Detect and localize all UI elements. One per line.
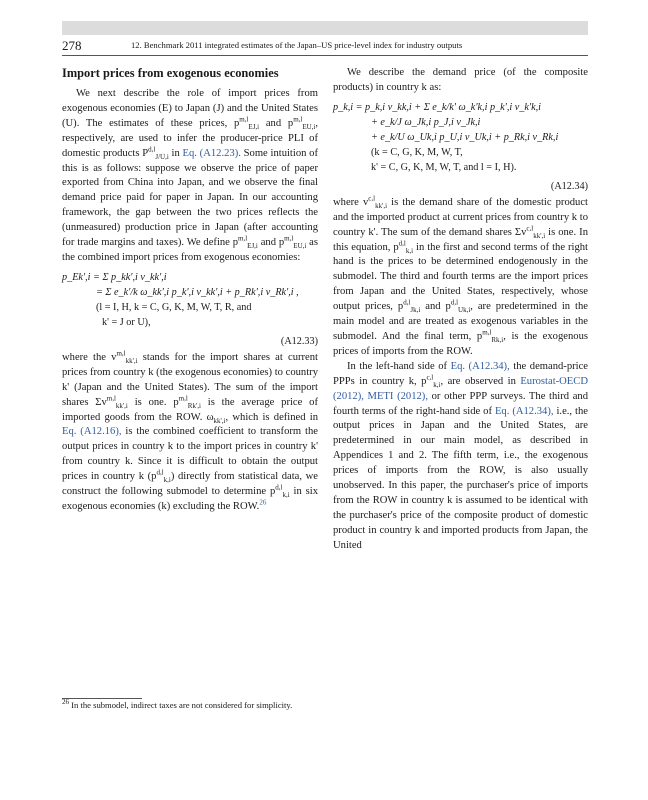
eq-a12-34-link[interactable]: Eq. (A12.34), xyxy=(450,360,510,372)
header-rule xyxy=(62,55,588,56)
left-column xyxy=(62,66,318,515)
eq-line: + e_k/U ω_Uk,i p_U,i v_Uk,i + p_Rk,i v_Rk,i xyxy=(371,131,559,143)
section-heading: Import prices from exogenous economies xyxy=(62,66,279,80)
footnote-number: 26 xyxy=(62,698,69,707)
footnote-rule xyxy=(62,698,142,699)
right-paragraph-3: In the left-hand side of Eq. (A12.34), the demand-price PPPs in country k, $p^{c,l}_{k,i}$, are observed in Eurostat-OECD (2012), METI (2012), or other PPP surveys. The third and fourth terms of the right-hand side of Eq. (A12.34), i.e., the output prices in Japan and the United States, are predetermined in our main model, as described in Appendices 1 and 2. The fifth term, i.e., the exogenous prices of imports from the ROW, is also usually unobserved. In this paper, the purchaser's price of imports from the ROW in country k is assumed to be identical with the purchaser's price of the composite product of domestic product in country k and imported products from Japan, the United xyxy=(333,360,589,551)
eq-line: + e_k/J ω_Jk,i p_J,i v_Jk,i xyxy=(371,116,481,128)
equation-tag: (A12.34) xyxy=(550,180,588,192)
eq-line: (l = I, H, k = C, G, K, M, W, T, R, and xyxy=(96,301,252,313)
equation-a12-33 xyxy=(62,270,318,349)
eq-a12-16-link[interactable]: Eq. (A12.16), xyxy=(62,426,122,438)
citation-link[interactable]: Eurostat-OECD (2012), METI (2012), xyxy=(333,375,588,402)
left-paragraph-1: We next describe the role of import prices from exogenous economies (E) to Japan (J) and the United States (U). The estimates of these prices, $p^{m,l}_{EJ,i}$ and $p^{m,l}_{EU,i}$, respectively, are used to infer the producer-price PLI of domestic products P$^{d,l}_{J/U,i}$ in Eq. (A12.23). Some intuition of this is as follows: suppose we observe the price of paper exported from China into Japan, and we observe the final demand price paid for paper in Japan. In our accounting framework, the gap between the two prices reflects the (unmeasured) production price in Japan (after accounting for trade margins and taxes). We define $p^{m,l}_{EJ,i}$ and $p^{m,l}_{EU,i}$ as the combined import prices from exogenous economies: xyxy=(62,88,319,263)
eq-line: (k = C, G, K, M, W, T, xyxy=(371,146,463,158)
footnote xyxy=(62,700,292,710)
right-paragraph-2: where $v^{c,l}_{kk',i}$ is the demand share of the domestic product and the imported product at current prices from country k to country k'. The sum of the demand shares Σv$^{c,l}_{kk',i}$ is one. In this equation, $p^{d,l}_{k,i}$ in the first and second terms of the right hand is the prices to be determined endogenously in the submodel. The third and fourth terms are the import prices from Japan and the United States, respectively, whose output prices, $p^{d,l}_{Jk,i}$ and $p^{d,l}_{Uk,i}$, are predetermined in the main model and are treated as exogenous variables in the submodel. And the final term, $p^{m,l}_{Rk,i}$, is the exogenous prices of imports from the ROW. xyxy=(333,194,588,357)
eq-line: p_Ek',i = Σ p_kk',i v_kk',i xyxy=(62,271,167,283)
eq-a12-34-link[interactable]: Eq. (A12.34), xyxy=(494,405,554,417)
eq-line: p_k,i = p_k,i v_kk,i + Σ e_k/k' ω_k'k,i p_k',i v_k'k,i xyxy=(333,101,541,113)
footnote-text: In the submodel, indirect taxes are not considered for simplicity. xyxy=(71,700,293,710)
eq-line: = Σ e_k'/k ω_kk',i p_k',i v_kk',i + p_Rk',i v_Rk',i , xyxy=(96,286,299,298)
eq-line: k' = J or U), xyxy=(102,316,151,328)
equation-tag: (A12.33) xyxy=(280,335,318,347)
header-bar xyxy=(62,21,588,35)
right-paragraph-1: We describe the demand price (of the composite products) in country k as: xyxy=(333,67,588,93)
eq-a12-23-link[interactable]: Eq. (A12.23). xyxy=(182,147,241,159)
eq-line: k' = C, G, K, M, W, T, and l = I, H). xyxy=(371,161,517,173)
page-number: 278 xyxy=(62,38,82,53)
equation-a12-34 xyxy=(333,100,588,194)
footnote-ref[interactable]: 26 xyxy=(259,498,267,507)
left-paragraph-2: where the $v^{m,l}_{kk',i}$ stands for the import shares at current prices from country k (the exogenous economies) to country k' (Japan and the United States). The sum of the import shares Σv$^{m,l}_{kk',i}$ is one. $p^{m,l}_{Rk',i}$ is the average price of imported goods from the ROW. $\omega_{kk',i}$, which is defined in Eq. (A12.16), is the combined coefficient to transform the output prices in country k to the import prices in country k' from country k. Since it is difficult to obtain the output prices in country k $(p^{d,l}_{k,i})$ directly from statistical data, we construct the following submodel to determine $p^{d,l}_{k,i}$ in six exogenous economies (k) excluding the ROW.$^{26}$ xyxy=(62,349,318,512)
running-head: 12. Benchmark 2011 integrated estimates of the Japan–US price-level index for industry outputs xyxy=(131,40,463,50)
right-column xyxy=(333,66,588,554)
